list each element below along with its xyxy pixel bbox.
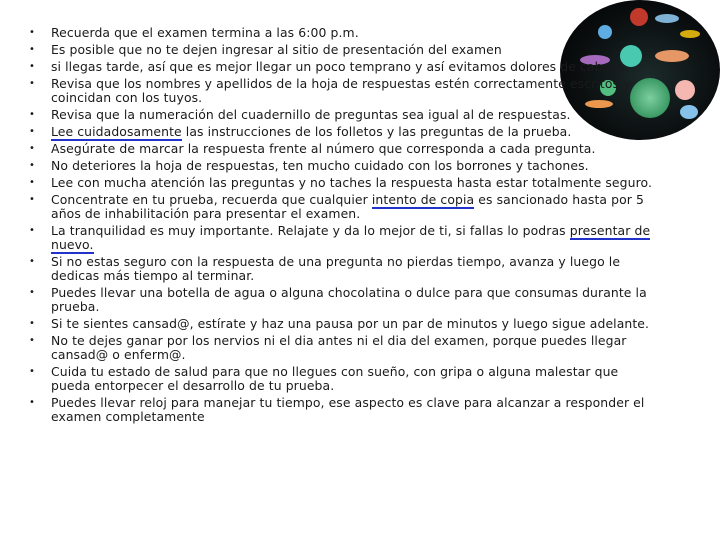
- bullet-icon: •: [29, 27, 35, 38]
- tip-item: [22, 43, 652, 57]
- tip-text: Cuida tu estado de salud para que no llegues con sueño, con gripa o alguna malestar que pueda entorpecer el desarrollo de tu prueba.: [51, 364, 619, 393]
- bullet-icon: •: [29, 366, 35, 377]
- tip-text: No deteriores la hoja de respuestas, ten mucho cuidado con los borrones y tachones.: [51, 158, 589, 173]
- tip-text: No te dejes ganar por los nervios ni el dia antes ni el dia del examen, porque puedes llegar cansad@ o enferm@.: [51, 333, 627, 362]
- tip-text: Revisa que los nombres y apellidos de la hoja de respuestas estén correctamente escritos y coincidan con los tuyos.: [51, 76, 631, 105]
- tip-item: [22, 142, 652, 156]
- tip-item: [22, 125, 652, 139]
- bullet-icon: •: [29, 335, 35, 346]
- tip-text: La tranquilidad es muy importante. Relajate y da lo mejor de ti, si fallas lo podras: [51, 223, 570, 238]
- tip-text: Recuerda que el examen termina a las 6:00 p.m.: [51, 25, 359, 40]
- exam-tips-list: [22, 26, 652, 427]
- tip-text: Si te sientes cansad@, estírate y haz una pausa por un par de minutos y luego sigue adelante.: [51, 316, 650, 331]
- tip-text: es sancionado hasta por 5 años de inhabilitación para presentar el examen.: [51, 192, 645, 221]
- tip-item: [22, 77, 652, 105]
- bullet-icon: •: [29, 78, 35, 89]
- tip-item: [22, 26, 652, 40]
- tip-text: Si no estas seguro con la respuesta de una pregunta no pierdas tiempo, avanza y luego le dedicas más tiempo al terminar.: [51, 254, 621, 283]
- tip-item: [22, 334, 652, 362]
- tip-item: [22, 317, 652, 331]
- tip-item: [22, 108, 652, 122]
- tip-item: [22, 286, 652, 314]
- tip-text: Lee con mucha atención las preguntas y no taches la respuesta hasta estar totalmente seguro.: [51, 175, 652, 190]
- bullet-icon: •: [29, 256, 35, 267]
- tip-item: [22, 176, 652, 190]
- tip-link[interactable]: presentar de nuevo.: [51, 223, 651, 252]
- tip-link[interactable]: intento de copia: [371, 192, 475, 207]
- tip-text: Revisa que la numeración del cuadernillo de preguntas sea igual al de respuestas.: [51, 107, 571, 122]
- bullet-icon: •: [29, 194, 35, 205]
- tip-text: Puedes llevar reloj para manejar tu tiempo, ese aspecto es clave para alcanzar a responder el examen completamente: [51, 395, 645, 424]
- tip-item: [22, 396, 652, 424]
- tip-text: Asegúrate de marcar la respuesta frente al número que corresponda a cada pregunta.: [51, 141, 596, 156]
- bullet-icon: •: [29, 160, 35, 171]
- bullet-icon: •: [29, 143, 35, 154]
- bullet-icon: •: [29, 126, 35, 137]
- tip-text: Concentrate en tu prueba, recuerda que cualquier: [51, 192, 372, 207]
- bullet-icon: •: [29, 318, 35, 329]
- bullet-icon: •: [29, 397, 35, 408]
- bullet-icon: •: [29, 44, 35, 55]
- tip-text: Puedes llevar una botella de agua o alguna chocolatina o dulce para que consumas durante la prueba.: [51, 285, 647, 314]
- bullet-icon: •: [29, 225, 35, 236]
- bullet-icon: •: [29, 61, 35, 72]
- tip-item: [22, 255, 652, 283]
- tip-text: Es posible que no te dejen ingresar al sitio de presentación del examen: [51, 42, 502, 57]
- bullet-icon: •: [29, 287, 35, 298]
- tip-text: las instrucciones de los folletos y las preguntas de la prueba.: [181, 124, 572, 139]
- bullet-icon: •: [29, 177, 35, 188]
- tip-link[interactable]: Lee cuidadosamente: [51, 124, 182, 139]
- tip-item: [22, 60, 652, 74]
- tip-text: si llegas tarde, así que es mejor llegar un poco temprano y así evitamos dolores de cabeza.: [51, 59, 629, 74]
- tip-item: [22, 365, 652, 393]
- tip-item: [22, 193, 652, 221]
- bullet-icon: •: [29, 109, 35, 120]
- tip-item: [22, 224, 652, 252]
- tip-item: [22, 159, 652, 173]
